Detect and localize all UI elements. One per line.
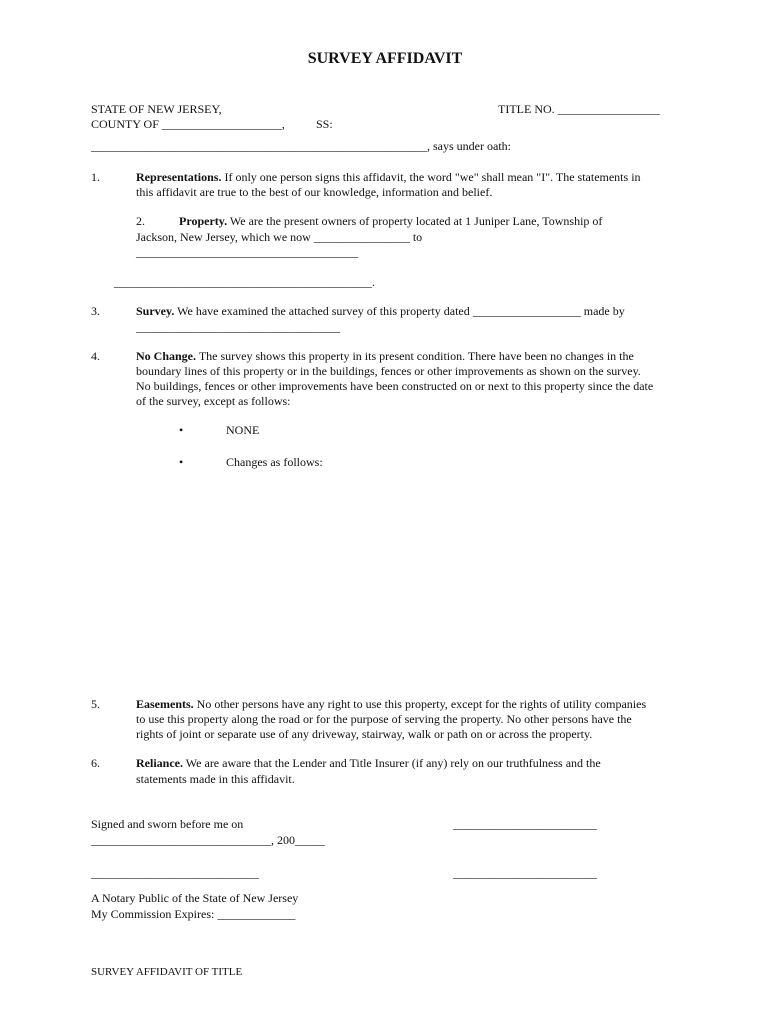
notary-label: A Notary Public of the State of New Jersey [91, 891, 299, 905]
page-footer: SURVEY AFFIDAVIT OF TITLE [91, 966, 243, 978]
state-line: STATE OF NEW JERSEY, [91, 102, 222, 116]
bullet-item-none: NONE [226, 423, 260, 437]
bullet-item-changes: Changes as follows: [226, 455, 323, 469]
section-2-number: 2. [136, 214, 145, 228]
section-4-line-2: boundary lines of this property or in the buildings, fences or other improvements as shown on the survey. [136, 364, 641, 378]
section-4-line-3: No buildings, fences or other improvements have been constructed on or next to this property since the date [136, 379, 654, 393]
section-4-text: The survey shows this property in its present condition. There have been no changes in the [198, 349, 634, 363]
section-6-line-2: statements made in this affidavit. [136, 772, 295, 786]
bullet-icon: • [179, 455, 184, 469]
notary-signature-line: ____________________________ [91, 866, 259, 880]
section-2-text: We are the present owners of property located at 1 Juniper Lane, Township of [229, 214, 603, 228]
section-4-line-1 [136, 349, 634, 364]
signature-line-2: ________________________ [453, 866, 597, 880]
section-5-line-3: rights of joint or separate use of any driveway, stairway, walk or path on or across the property. [136, 727, 593, 741]
title-number-field: TITLE NO. _________________ [498, 102, 660, 116]
ss-label: SS: [316, 117, 333, 131]
section-4-line-4: of the survey, except as follows: [136, 394, 291, 408]
section-5-text: No other persons have any right to use this property, except for the rights of utility companies [196, 697, 647, 711]
sworn-label: Signed and sworn before me on [91, 817, 244, 831]
section-2-line-1 [136, 214, 602, 229]
section-6-number: 6. [91, 756, 100, 770]
section-5-line-2: to use this property along the road or for the purpose of serving the property. No other persons have the [136, 712, 632, 726]
section-6-line-1 [136, 756, 601, 771]
section-6-heading: Reliance. [136, 756, 183, 770]
county-line: COUNTY OF ____________________, [91, 117, 285, 131]
oath-line: ________________________________________________________, says under oath: [91, 139, 511, 153]
section-1-heading: Representations. [136, 170, 222, 184]
section-2-line-2: Jackson, New Jersey, which we now ________________ to [136, 230, 423, 244]
section-1-number: 1. [91, 170, 100, 184]
section-6-text: We are aware that the Lender and Title Insurer (if any) rely on our truthfulness and the [185, 756, 601, 770]
section-2-blank-2: ___________________________________________. [114, 275, 375, 289]
page-title: SURVEY AFFIDAVIT [307, 50, 463, 67]
section-1-line-1 [136, 170, 641, 185]
section-5-heading: Easements. [136, 697, 194, 711]
section-4-heading: No Change. [136, 349, 197, 363]
sworn-date-line: ______________________________, 200_____ [91, 833, 325, 847]
section-3-text: We have examined the attached survey of this property dated __________________ made by [177, 304, 625, 318]
section-5-line-1 [136, 697, 646, 712]
section-2-heading: Property. [179, 214, 228, 228]
section-4-number: 4. [91, 349, 100, 363]
signature-line-1: ________________________ [453, 817, 597, 831]
section-5-number: 5. [91, 697, 100, 711]
section-1-line-2: this affidavit are true to the best of our knowledge, information and belief. [136, 185, 493, 199]
commission-expires: My Commission Expires: _____________ [91, 907, 296, 921]
section-2-blank-1: _____________________________________ [136, 245, 358, 259]
bullet-icon: • [179, 423, 184, 437]
section-3-line-1 [136, 304, 625, 319]
section-3-number: 3. [91, 304, 100, 318]
section-3-heading: Survey. [136, 304, 175, 318]
section-3-blank: __________________________________ [136, 320, 340, 334]
section-1-text: If only one person signs this affidavit, the word "we" shall mean "I". The statements in [224, 170, 641, 184]
